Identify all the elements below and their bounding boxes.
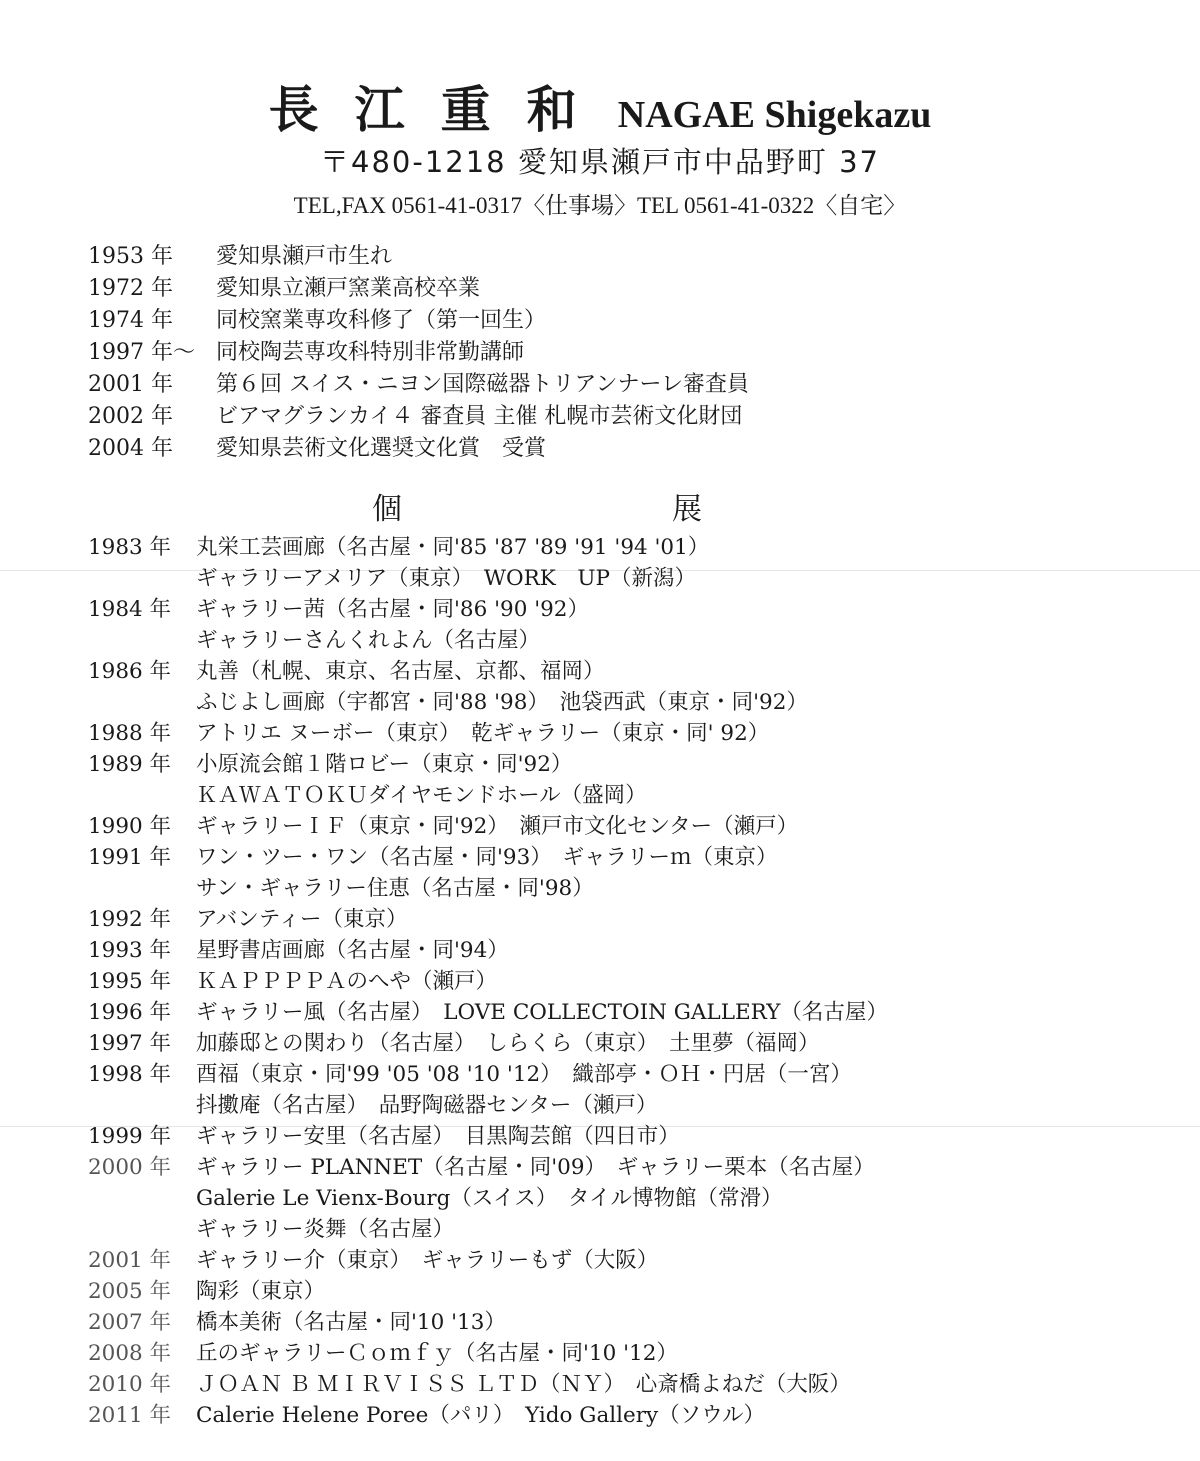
bio-year: 1974 年 [88, 307, 173, 333]
exhibition-venues: ギャラリー介（東京） ギャラリーもず（大阪） [196, 1248, 659, 1273]
exhibition-year: 1988 年 [88, 721, 172, 746]
exhibition-venues: ワン・ツー・ワン（名古屋・同'93） ギャラリーｍ（東京） [196, 845, 778, 870]
exhibition-row [88, 1274, 888, 1305]
exhibition-year: 2001 年 [88, 1248, 172, 1273]
exhibition-year: 2011 年 [88, 1403, 172, 1428]
exhibition-venues: ふじよし画廊（宇都宮・同'88 '98） 池袋西武（東京・同'92） [196, 690, 808, 715]
exhibition-row [88, 871, 888, 902]
exhibition-year: 2005 年 [88, 1279, 172, 1304]
bio-year: 1997 年～ [88, 339, 195, 365]
exhibition-year: 1984 年 [88, 597, 172, 622]
exhibition-venues: Galerie Le Vienx-Bourg（スイス） タイル博物館（常滑） [196, 1186, 783, 1211]
exhibition-row [88, 840, 888, 871]
exhibition-venues: アトリエ ヌーボー（東京） 乾ギャラリー（東京・同' 92） [196, 721, 770, 746]
section-title-char: 展 [672, 492, 702, 527]
bio-year: 2004 年 [88, 435, 173, 461]
exhibition-row [88, 1057, 888, 1088]
name-japanese: 長江重和 [268, 80, 613, 139]
exhibition-year: 1996 年 [88, 1000, 172, 1025]
exhibition-venues: ギャラリーアメリア（東京） WORK UP（新潟） [196, 566, 696, 591]
exhibition-venues: 丸善（札幌、東京、名古屋、京都、福岡） [196, 659, 605, 684]
exhibition-venues: 星野書店画廊（名古屋・同'94） [196, 938, 509, 963]
exhibition-row [88, 623, 888, 654]
exhibition-row [88, 995, 888, 1026]
exhibition-row [88, 530, 888, 561]
exhibition-year: 2000 年 [88, 1155, 172, 1180]
bio-text: 同校陶芸専攻科特別非常勤講師 [216, 339, 525, 365]
exhibition-year: 1991 年 [88, 845, 172, 870]
exhibition-year: 1989 年 [88, 752, 172, 777]
exhibition-venues: 丘のギャラリーＣｏｍｆｙ（名古屋・同'10 '12） [196, 1341, 678, 1366]
exhibition-list [88, 530, 888, 1429]
exhibition-venues: ギャラリーさんくれよん（名古屋） [196, 628, 541, 653]
exhibition-year: 1995 年 [88, 969, 172, 994]
exhibition-venues: ＪＯＡＮ Ｂ ＭＩＲＶＩＳＳ ＬＴＤ（ＮＹ） 心斎橋よねだ（大阪） [196, 1372, 851, 1397]
exhibition-row [88, 1305, 888, 1336]
exhibition-venues: 抖擻庵（名古屋） 品野陶磁器センター（瀬戸） [196, 1093, 658, 1118]
exhibition-venues: ギャラリーＩＦ（東京・同'92） 瀬戸市文化センター（瀬戸） [196, 814, 799, 839]
exhibition-venues: ＫＡＷＡＴＯＫＵダイヤモンドホール（盛岡） [196, 783, 647, 808]
exhibition-venues: ギャラリー炎舞（名古屋） [196, 1217, 455, 1242]
exhibition-venues: 小原流会館１階ロビー（東京・同'92） [196, 752, 573, 777]
bio-row [88, 334, 749, 366]
exhibition-year: 1997 年 [88, 1031, 172, 1056]
exhibition-venues: 酉福（東京・同'99 '05 '08 '10 '12） 織部亭・ＯＨ・円居（一宮） [196, 1062, 852, 1087]
bio-row [88, 430, 749, 462]
exhibition-row [88, 1181, 888, 1212]
exhibition-venues: ギャラリー PLANNET（名古屋・同'09） ギャラリー栗本（名古屋） [196, 1155, 875, 1180]
bio-row [88, 398, 749, 430]
exhibition-venues: 橋本美術（名古屋・同'10 '13） [196, 1310, 506, 1335]
exhibition-row [88, 1212, 888, 1243]
exhibition-year: 2008 年 [88, 1341, 172, 1366]
bio-text: 愛知県瀬戸市生れ [216, 243, 393, 269]
exhibition-year: 1993 年 [88, 938, 172, 963]
exhibition-row [88, 1026, 888, 1057]
bio-year: 2001 年 [88, 371, 173, 397]
name-english: NAGAE Shigekazu [617, 94, 932, 136]
exhibition-venues: 丸栄工芸画廊（名古屋・同'85 '87 '89 '91 '94 '01） [196, 535, 710, 560]
exhibition-row [88, 1119, 888, 1150]
exhibition-year: 1992 年 [88, 907, 172, 932]
exhibition-row [88, 1088, 888, 1119]
exhibition-venues: 加藤邸との関わり（名古屋） しらくら（東京） 土里夢（福岡） [196, 1031, 820, 1056]
exhibition-row [88, 902, 888, 933]
exhibition-row [88, 1243, 888, 1274]
exhibition-row [88, 685, 888, 716]
exhibition-row [88, 964, 888, 995]
bio-year: 2002 年 [88, 403, 173, 429]
exhibition-venues: ギャラリー安里（名古屋） 目黒陶芸館（四日市） [196, 1124, 680, 1149]
bio-row [88, 366, 749, 398]
telephone-line: TEL,FAX 0561-41-0317〈仕事場〉TEL 0561-41-0322〈自宅〉 [293, 193, 907, 218]
exhibition-row [88, 1150, 888, 1181]
bio-text: ビアマグランカイ４ 審査員 主催 札幌市芸術文化財団 [216, 403, 743, 429]
exhibition-row [88, 1367, 888, 1398]
address-line: 〒480-1218 愛知県瀬戸市中品野町 37 [320, 145, 880, 179]
exhibition-year: 1990 年 [88, 814, 172, 839]
bio-year: 1953 年 [88, 243, 173, 269]
exhibition-row [88, 716, 888, 747]
exhibition-row [88, 778, 888, 809]
bio-year: 1972 年 [88, 275, 173, 301]
exhibition-year: 1999 年 [88, 1124, 172, 1149]
exhibition-venues: ギャラリー茜（名古屋・同'86 '90 '92） [196, 597, 589, 622]
exhibition-venues: サン・ギャラリー住恵（名古屋・同'98） [196, 876, 594, 901]
bio-text: 愛知県立瀬戸窯業高校卒業 [216, 275, 481, 301]
exhibition-venues: ギャラリー風（名古屋） LOVE COLLECTOIN GALLERY（名古屋） [196, 1000, 888, 1025]
bio-row [88, 238, 749, 270]
exhibition-row [88, 592, 888, 623]
title-row [0, 70, 1200, 142]
exhibition-row [88, 809, 888, 840]
exhibition-year: 2010 年 [88, 1372, 172, 1397]
exhibition-row [88, 561, 888, 592]
biography-list [88, 238, 749, 462]
exhibition-row [88, 747, 888, 778]
bio-text: 同校窯業専攻科修了（第一回生） [216, 307, 547, 333]
exhibition-venues: Calerie Helene Poree（パリ） Yido Gallery（ソウル） [196, 1403, 766, 1428]
section-title-char: 個 [372, 492, 402, 527]
exhibition-year: 1998 年 [88, 1062, 172, 1087]
exhibition-row [88, 933, 888, 964]
exhibition-year: 1986 年 [88, 659, 172, 684]
exhibition-year: 2007 年 [88, 1310, 172, 1335]
section-title-solo-exhibitions [0, 484, 1200, 527]
exhibition-year: 1983 年 [88, 535, 172, 560]
bio-text: 愛知県芸術文化選奨文化賞 受賞 [216, 435, 547, 461]
exhibition-row [88, 654, 888, 685]
exhibition-row [88, 1336, 888, 1367]
exhibition-row [88, 1398, 888, 1429]
bio-text: 第６回 スイス・ニヨン国際磁器トリアンナーレ審査員 [216, 371, 750, 397]
exhibition-venues: ＫＡＰＰＰＰＡのへや（瀬戸） [196, 969, 498, 994]
exhibition-venues: アバンティー（東京） [196, 907, 408, 932]
exhibition-venues: 陶彩（東京） [196, 1279, 326, 1304]
bio-row [88, 270, 749, 302]
bio-row [88, 302, 749, 334]
